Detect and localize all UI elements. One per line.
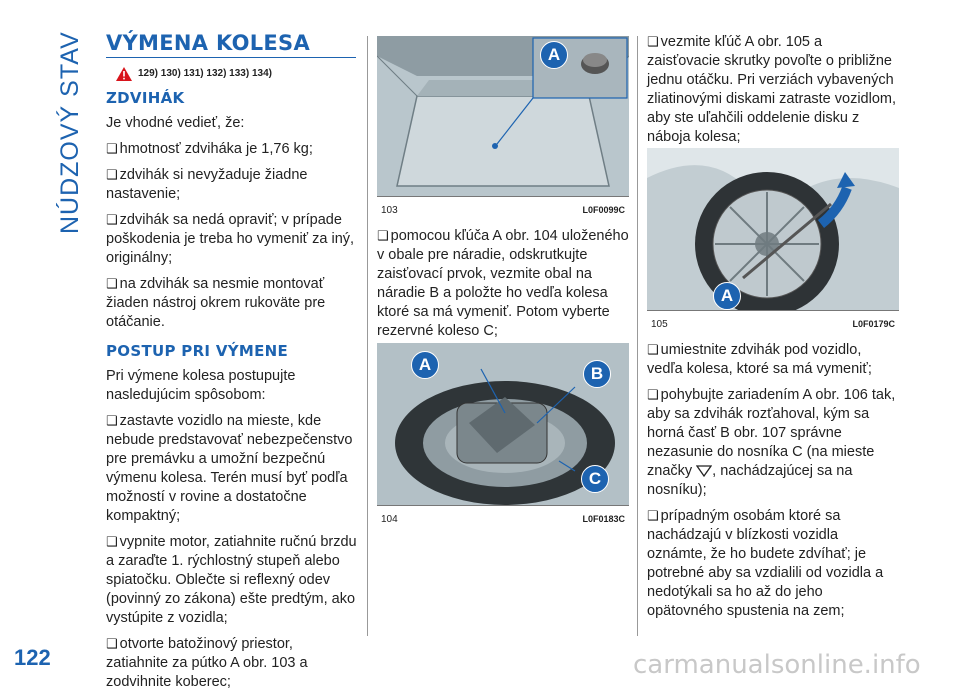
list-item: ❑ pohybujte zariadením A obr. 106 tak, aby sa zdvihák rozťahoval, kým sa horná časť B obr. 107 správne nezasunie do nosníka C (na mieste značky , nachádzajúcej sa na nosníku); — [647, 385, 899, 500]
figure-104 — [377, 343, 629, 525]
list-item: ❑ prípadným osobám ktoré sa nachádzajú v blízkosti vozidla oznámte, že ho budete zdvíhať; je potrebné aby sa vzdialili od vozidla a nedotýkali sa ho až do jeho opätovného spustenia na zem; — [647, 506, 899, 621]
list-item: ❑ vypnite motor, zatiahnite ručnú brzdu a zaraďte 1. rýchlostný stupeň alebo spiatočku. Oblečte si reflexný odev (povinný zo zákona) ešte predtým, ako vystúpite z vozidla; — [106, 532, 358, 628]
figure-104-marker-c: C — [581, 465, 609, 493]
figure-103-marker-a: A — [540, 41, 568, 69]
watermark: carmanualsonline.info — [633, 650, 921, 680]
figure-number: 103 — [381, 205, 398, 216]
paragraph-intro: Je vhodné vedieť, že: — [106, 115, 245, 131]
warning-references — [116, 64, 358, 83]
page-number: 122 — [14, 645, 51, 670]
list-item: ❑ zastavte vozidlo na mieste, kde nebude predstavovať nebezpečenstvo pre premávku a umožní bezpečnú výmenu kolesa. Terén musí byť podľa možností v rovine a dostatočne kompaktný; — [106, 411, 358, 526]
figure-104-caption — [381, 514, 625, 525]
column-3-top — [647, 32, 899, 153]
side-section-title: NÚDZOVÝ STAV — [56, 31, 84, 234]
section-heading-jack: ZDVIHÁK — [106, 89, 185, 107]
list-item: ❑ vezmite kľúč A obr. 105 a zaisťovacie skrutky povoľte o približne jednu otáčku. Pri verziách vybavených zliatinovými diskami zatraste vozidlom, aby ste uľahčili oddelenie disku z náboja kolesa; — [647, 32, 899, 147]
title-underline — [106, 57, 356, 58]
column-divider-2 — [637, 36, 638, 636]
figure-code: L0F0179C — [852, 319, 895, 329]
figure-number: 104 — [381, 514, 398, 525]
list-item: ❑ zdvihák sa nedá opraviť; v prípade poškodenia je treba ho vymeniť za iný, originálny; — [106, 210, 358, 268]
figure-103-caption — [381, 205, 625, 216]
jack-point-mark-icon — [696, 465, 712, 477]
figure-code: L0F0099C — [582, 205, 625, 215]
trunk-floor-illustration — [377, 36, 629, 196]
figure-105-marker-a: A — [713, 282, 741, 310]
figure-code: L0F0183C — [582, 514, 625, 524]
figure-104-marker-b: B — [583, 360, 611, 388]
figure-105-caption — [651, 319, 895, 330]
column-divider-1 — [367, 36, 368, 636]
figure-104-marker-a: A — [411, 351, 439, 379]
list-item: ❑ hmotnosť zdviháka je 1,76 kg; — [106, 139, 358, 159]
figure-103 — [377, 36, 629, 216]
column-2-text — [377, 226, 629, 347]
list-item: ❑ otvorte batožinový priestor, zatiahnite za pútko A obr. 103 a zodvihnite koberec; — [106, 634, 358, 692]
section-heading-procedure: POSTUP PRI VÝMENE — [106, 342, 289, 360]
list-item: ❑ umiestnite zdvihák pod vozidlo, vedľa kolesa, ktoré sa má vymeniť; — [647, 340, 899, 379]
list-item: ❑ zdvihák si nevyžaduje žiadne nastavenie; — [106, 165, 358, 204]
paragraph-intro-procedure: Pri výmene kolesa postupujte nasledujúcim spôsobom: — [106, 368, 296, 403]
warning-triangle-icon — [116, 67, 132, 81]
column-3-bottom — [647, 340, 899, 627]
figure-number: 105 — [651, 319, 668, 330]
list-item: ❑ pomocou kľúča A obr. 104 uloženého v obale pre náradie, odskrutkujte zaisťovací prvok, vezmite obal na náradie B a položte ho vedľa kolesa ktoré sa má vymeniť. Potom vyberte rezervné koleso C; — [377, 226, 629, 341]
list-item: ❑ na zdvihák sa nesmie montovať žiaden nástroj okrem rukoväte pre otáčanie. — [106, 274, 358, 332]
wheel-bolt-loosening-illustration — [647, 148, 899, 310]
warning-reference-list: 129) 130) 131) 132) 133) 134) — [138, 68, 272, 79]
figure-105 — [647, 148, 899, 330]
page-title: VÝMENA KOLESA — [106, 31, 311, 55]
column-1 — [106, 31, 358, 698]
